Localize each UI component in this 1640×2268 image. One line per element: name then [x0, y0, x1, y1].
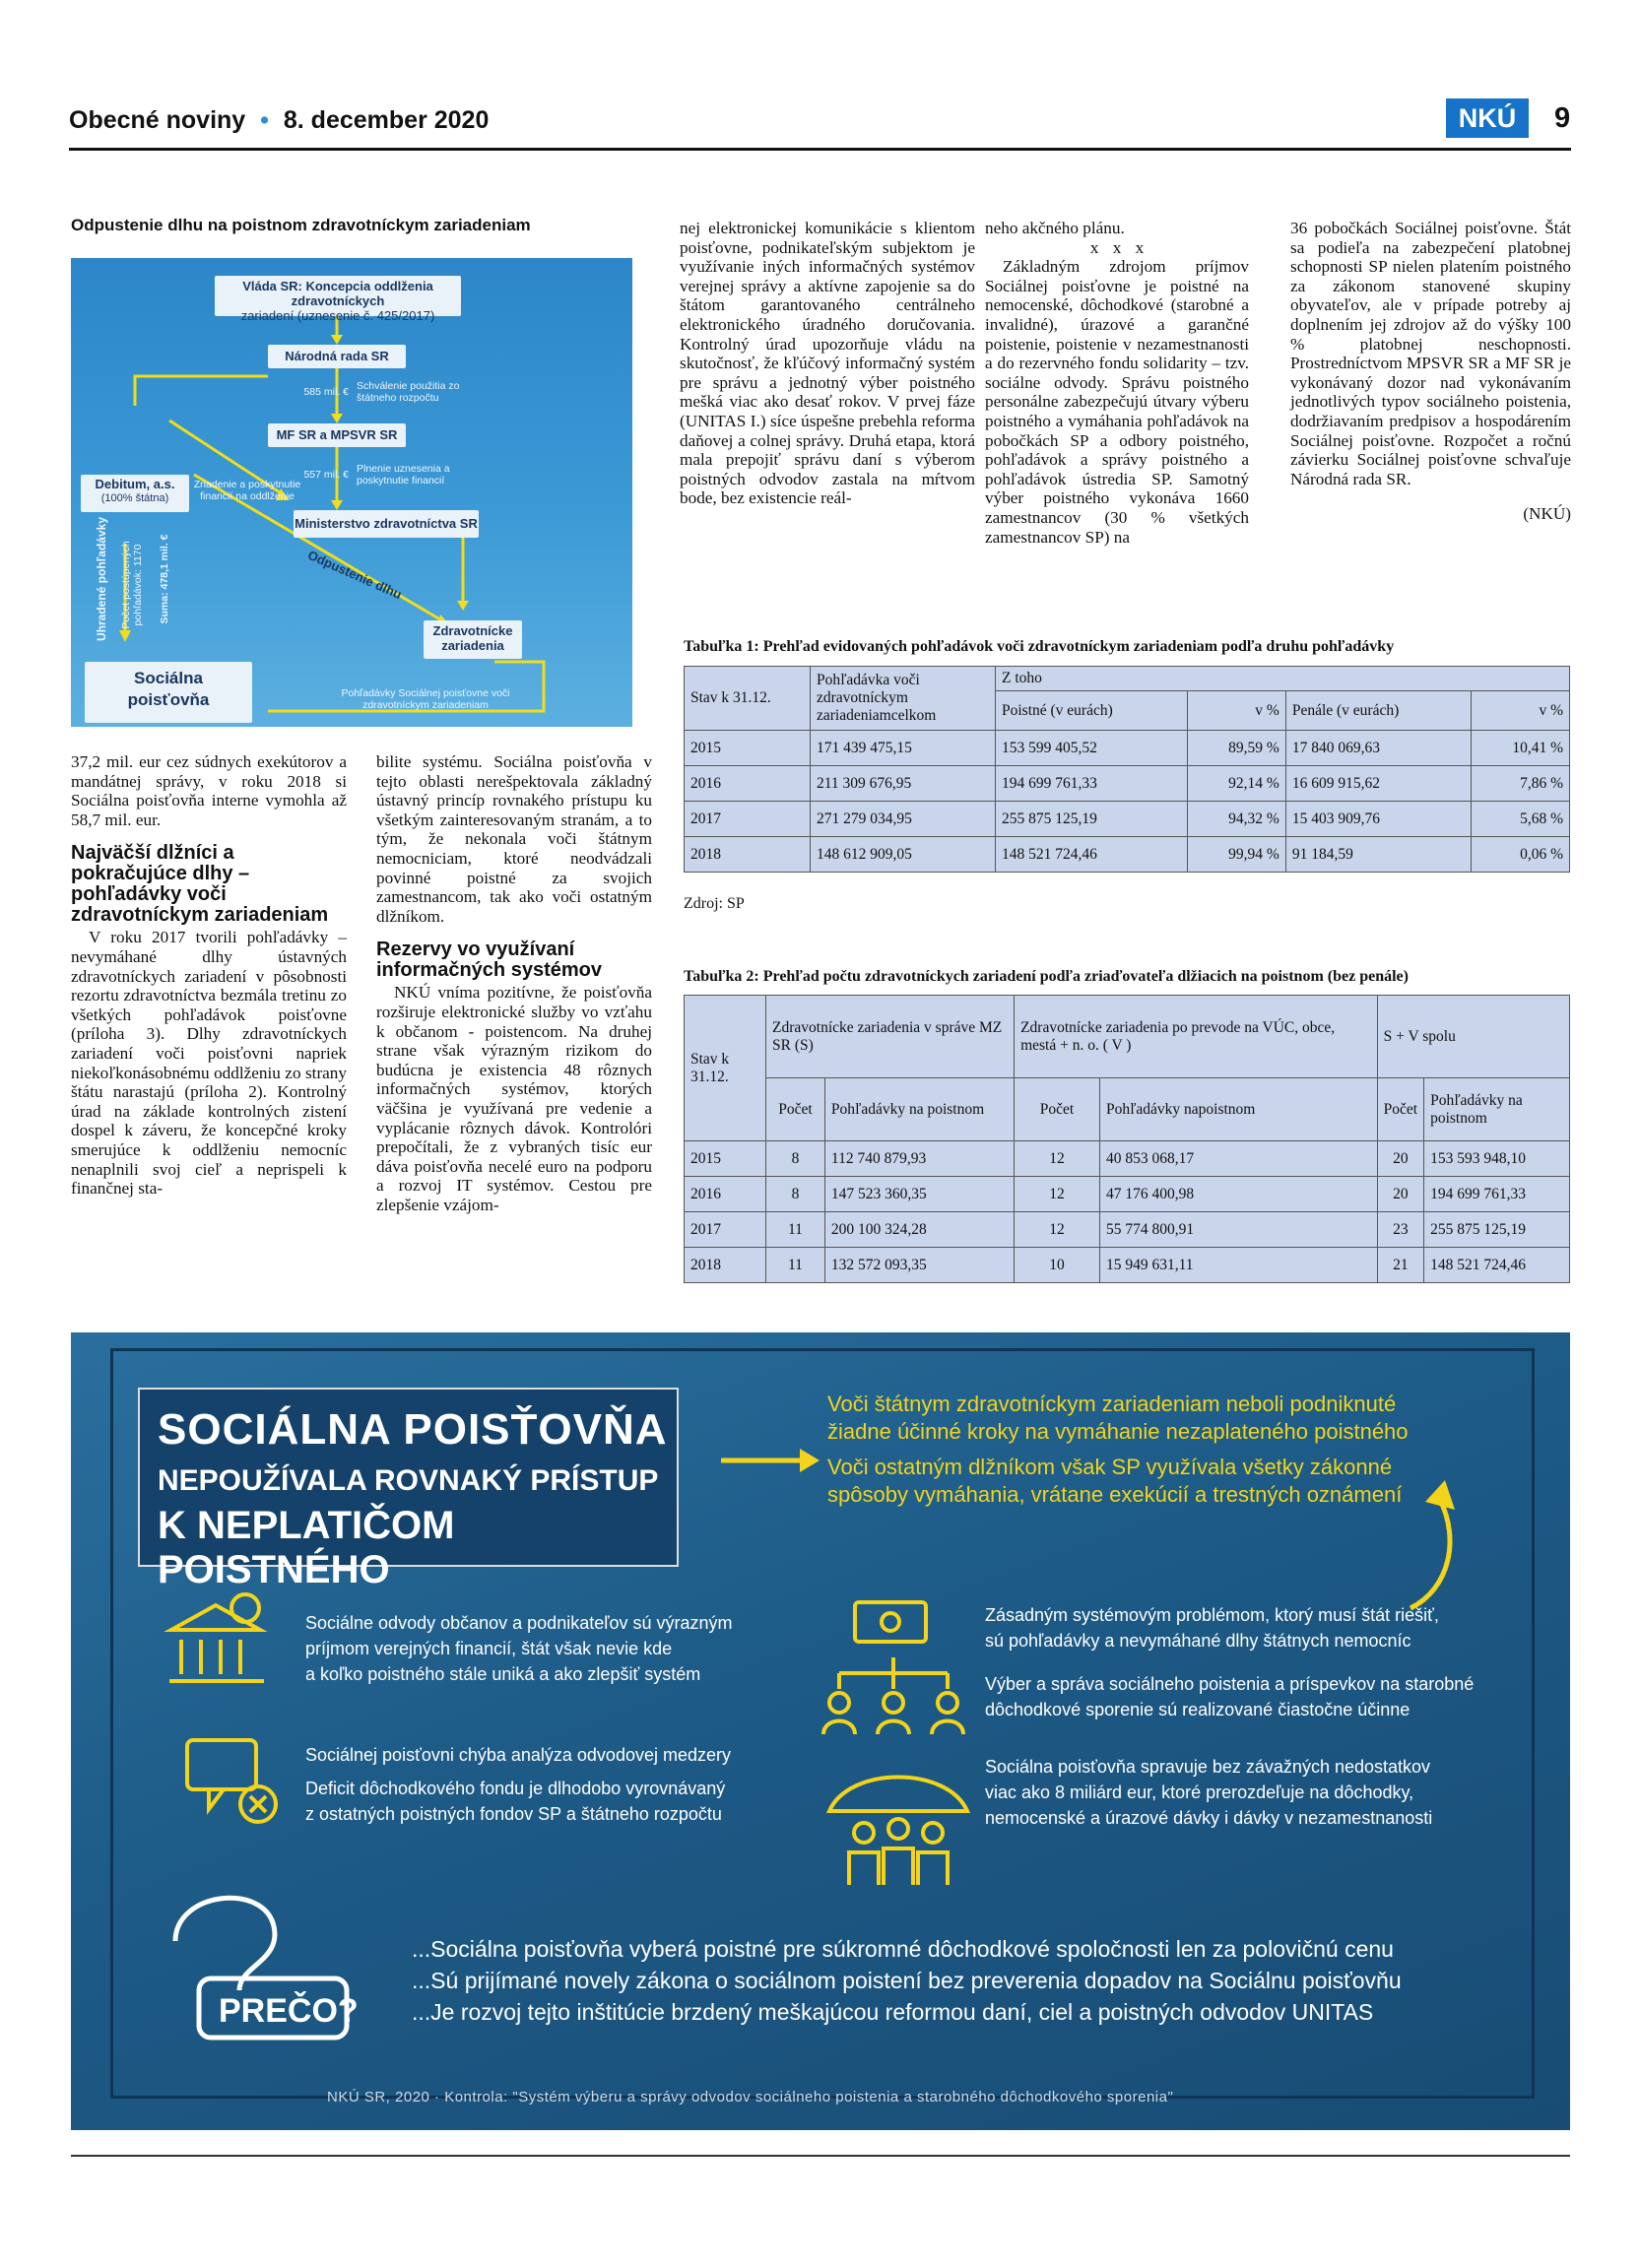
bottom-rule — [71, 2155, 1570, 2157]
table2-header-row — [685, 996, 1570, 1078]
table2-h-spolu: S + V spolu — [1377, 996, 1569, 1078]
box-vlada-line1: Vláda SR: Koncepcia oddlženia zdravotníckych — [242, 279, 433, 308]
box-vlada — [215, 276, 461, 323]
issue-date: 8. december 2020 — [283, 106, 490, 134]
col-c-p2: Základným zdrojom príjmov Sociálnej poisťovne je poistné na nemocenské, dôchodkové (starobné a invalidné), úrazové a garančné poistenie, poistenie v nezamestnanosti a do rezervného fondu solidarity – tzv. sociálne odvody. Správu poistného personálne zabezpečujú útvary výberu poistného a vymáhania pohľadávok na pobočkách SP a odbory poistného, pohľadávok a správy poistného a pohľadávok ústredia SP. Samotný výber poistného vykonáva 1660 zamestnancov (30 % všetkých zamestnancov SP) na — [985, 257, 1249, 547]
table1-caption: Tabuľka 1: Prehľad evidovaných pohľadávok voči zdravotníckym zariadeniam podľa druhu pohľadávky — [684, 638, 1395, 655]
label-zriadenie: Zriadenie a poskytnutie financií na oddlženie — [193, 479, 301, 502]
banner-question-3: ...Je rozvoj tejto inštitúcie brzdený meškajúcou reformou daní, ciel a poistných odvodov UNITAS — [412, 1999, 1374, 2025]
table2-cell: 153 593 948,10 — [1424, 1141, 1570, 1177]
table1-cell: 271 279 034,95 — [811, 802, 996, 837]
banner-right-1: Zásadným systémovým problémom, ktorý musí štát riešiť, — [985, 1605, 1439, 1625]
table2-cell: 200 100 324,28 — [824, 1212, 1014, 1248]
banner-right-3: Výber a správa sociálneho poistenia a príspevkov na starobné — [985, 1674, 1475, 1694]
column-left-lower — [71, 752, 347, 1199]
box-socialna — [85, 662, 252, 723]
table2-cell: 55 774 800,91 — [1099, 1212, 1377, 1248]
table1-cell: 94,32 % — [1187, 802, 1285, 837]
table-row — [685, 766, 1570, 802]
box-debitum — [81, 475, 189, 512]
table2-h-pocet-sv: Počet — [1377, 1078, 1423, 1141]
table2-h-pocet-v: Počet — [1015, 1078, 1100, 1141]
table1-cell: 0,06 % — [1471, 837, 1569, 873]
box-socialna-line2: poisťovňa — [127, 690, 210, 709]
table2-cell: 40 853 068,17 — [1099, 1141, 1377, 1177]
box-socialna-line1: Sociálna — [134, 669, 203, 687]
banner-left-4: Sociálnej poisťovni chýba analýza odvodovej medzery — [305, 1745, 731, 1765]
table2-cell: 20 — [1377, 1177, 1423, 1212]
people-network-icon — [820, 1653, 967, 1742]
table1-cell: 148 521 724,46 — [996, 837, 1188, 873]
table2-cell: 8 — [766, 1141, 825, 1177]
banner-question-2: ...Sú prijímané novely zákona o sociálnom poistení bez preverenia dopadov na Sociálnu poisťovňu — [412, 1968, 1402, 1993]
col-c-p1: neho akčného plánu. — [985, 219, 1125, 237]
table2-cell: 8 — [766, 1177, 825, 1212]
banner-left-1: Sociálne odvody občanov a podnikateľov sú výrazným — [305, 1613, 733, 1633]
nku-logo: NKÚ — [1446, 98, 1529, 138]
left-p2: V roku 2017 tvorili pohľadávky – nevymáhané dlhy ústavných zdravotníckych zariadení v pôsobnosti rezortu zdravotníctva bezmála tretinu zo všetkých pohľadávok poisťovne (príloha 3). Dlhy zdravotníckych zariadení voči poisťovni napriek niekoľkonásobnému oddlženiu zo strany štátu narastajú (príloha 2). Kontrolný úrad na základe kontrolných zistení dospel k záveru, že koncepčné kroky smerujúce k oddlženiu nemocníc nenaplnili svoj cieľ a neprispeli k finančnej sta- — [71, 928, 347, 1199]
table2 — [684, 995, 1570, 1283]
table1-cell: 7,86 % — [1471, 766, 1569, 802]
table2-subheader-row — [685, 1078, 1570, 1141]
banner-yellow-1: Voči štátnym zdravotníckym zariadeniam neboli podniknuté — [827, 1392, 1397, 1416]
table1-h-pct1: v % — [1187, 691, 1285, 731]
banner-preco: PREČO? — [219, 1992, 359, 2030]
thumbs-down-icon — [179, 1730, 288, 1839]
banner-title-3: K NEPLATIČOM POISTNÉHO — [158, 1504, 455, 1591]
banner-right-4: dôchodkové sporenie sú realizované čiastočne účinne — [985, 1700, 1410, 1719]
col-d-signature: (NKÚ) — [1523, 504, 1571, 524]
table2-cell: 147 523 360,35 — [824, 1177, 1014, 1212]
box-narodna-rada: Národná rada SR — [268, 345, 406, 368]
mid-heading: Rezervy vo využívaní informačných systémov — [376, 939, 602, 982]
table1-h-stav: Stav k 31.12. — [685, 667, 811, 731]
banner-right-2: sú pohľadávky a nevymáhané dlhy štátnych nemocníc — [985, 1631, 1411, 1651]
table2-h-pohl-v: Pohľadávky napoistnom — [1099, 1078, 1377, 1141]
banner-left-5: Deficit dôchodkového fondu je dlhodobo vyrovnávaný — [305, 1779, 726, 1798]
table1-cell: 99,94 % — [1187, 837, 1285, 873]
col-d-p1: 36 pobočkách Sociálnej poisťovne. Štát sa podieľa na zabezpečení platobnej schopnosti SP nielen platením poistného za zákonom stanovené skupiny obyvateľov, ale v prípade potreby aj doplnením jej zdrojov až do výšky 100 % platobnej neschopnosti. Prostredníctvom MPSVR SR a MF SR je vykonávaný dozor nad vykonávaním jednotlivých typov sociálneho poistenia, dodržiavaním predpisov a hospodárením Sociálnej poisťovne. Rozpočet a ročnú závierku Sociálnej poisťovne schvaľuje Národná rada SR. — [1290, 219, 1571, 488]
table-row — [685, 1141, 1570, 1177]
banner-title-1: SOCIÁLNA POISŤOVŇA — [158, 1405, 668, 1454]
label-plnenie: Plnenie uznesenia a poskytnutie financií — [357, 463, 450, 486]
table-row — [685, 1177, 1570, 1212]
table1-cell: 2018 — [685, 837, 811, 873]
table-row — [685, 837, 1570, 873]
box-zdravotnicke-line1: Zdravotnícke — [432, 623, 513, 638]
box-zdravotnicke — [424, 620, 522, 659]
table2-cell: 148 521 724,46 — [1424, 1248, 1570, 1283]
table2-cell: 112 740 879,93 — [824, 1141, 1014, 1177]
publication-name: Obecné noviny — [69, 106, 246, 134]
table1-cell: 2017 — [685, 802, 811, 837]
table-row — [685, 802, 1570, 837]
table2-cell: 10 — [1015, 1248, 1100, 1283]
box-ministerstvo: Ministerstvo zdravotníctva SR — [294, 510, 479, 538]
label-uhradene: Uhradené pohľadávky — [95, 517, 108, 641]
table1-source: Zdroj: SP — [684, 895, 745, 912]
table2-cell: 23 — [1377, 1212, 1423, 1248]
column-c-upper — [985, 219, 1249, 547]
table2-cell: 2016 — [685, 1177, 766, 1212]
table1-cell: 91 184,59 — [1285, 837, 1471, 873]
banner-right-7: nemocenské a úrazové dávky i dávky v nezamestnanosti — [985, 1808, 1433, 1828]
table1-cell: 2016 — [685, 766, 811, 802]
table1-cell: 255 875 125,19 — [996, 802, 1188, 837]
table2-cell: 11 — [766, 1212, 825, 1248]
table1-cell: 15 403 909,76 — [1285, 802, 1471, 837]
masthead — [69, 106, 489, 135]
amount-585: 585 mil. € — [303, 386, 349, 398]
label-schvalenie: Schválenie použitia zo štátneho rozpočtu — [357, 380, 460, 404]
table1-cell: 89,59 % — [1187, 731, 1285, 766]
table1-cell: 2015 — [685, 731, 811, 766]
banner-title-2: NEPOUŽÍVALA ROVNAKÝ PRÍSTUP — [158, 1464, 659, 1497]
table1-cell: 211 309 676,95 — [811, 766, 996, 802]
banner-footer: NKÚ SR, 2020 · Kontrola: "Systém výberu a správy odvodov sociálneho poistenia a starobného dôchodkového sporenia" — [327, 2089, 1174, 2106]
table1-cell: 153 599 405,52 — [996, 731, 1188, 766]
banner-yellow-4: spôsoby vymáhania, vrátane exekúcií a trestných oznámení — [827, 1482, 1403, 1507]
label-pocet: Počet postúpených pohľadávok: 1170 — [120, 541, 144, 629]
table2-cell: 255 875 125,19 — [1424, 1212, 1570, 1248]
table2-cell: 47 176 400,98 — [1099, 1177, 1377, 1212]
table1-h-poistne: Poistné (v eurách) — [996, 691, 1188, 731]
left-p1: 37,2 mil. eur cez súdnych exekútorov a mandátnej správy, v roku 2018 si Sociálna poisťovňa interne vymohla až 58,7 mil. eur. — [71, 752, 347, 829]
banner-left-6: z ostatných poistných fondov SP a štátneho rozpočtu — [305, 1804, 722, 1824]
column-mid-lower — [376, 752, 652, 1214]
table1-cell: 5,68 % — [1471, 802, 1569, 837]
table1-h-penale: Penále (v eurách) — [1285, 691, 1471, 731]
table2-h-vuc: Zdravotnícke zariadenia po prevode na VÚC, obce, mestá + n. o. ( V ) — [1015, 996, 1378, 1078]
infographic-banner — [71, 1332, 1570, 2130]
table2-h-pohl-sv: Pohľadávky na poistnom — [1424, 1078, 1570, 1141]
table-row — [685, 731, 1570, 766]
diagram-title: Odpustenie dlhu na poistnom zdravotníckym zariadeniam — [71, 216, 531, 234]
header-rule — [69, 148, 1571, 151]
bank-money-icon — [162, 1590, 280, 1699]
table2-h-pohl-s: Pohľadávky na poistnom — [824, 1078, 1014, 1141]
table2-cell: 15 949 631,11 — [1099, 1248, 1377, 1283]
table1-cell: 16 609 915,62 — [1285, 766, 1471, 802]
table1-cell: 17 840 069,63 — [1285, 731, 1471, 766]
table1-cell: 92,14 % — [1187, 766, 1285, 802]
table2-h-stav: Stav k 31.12. — [685, 996, 766, 1141]
banner-left-2: príjmom verejných financií, štát však nevie kde — [305, 1639, 673, 1658]
table2-cell: 132 572 093,35 — [824, 1248, 1014, 1283]
table1-header-row — [685, 667, 1570, 691]
table1-cell: 148 612 909,05 — [811, 837, 996, 873]
table-row — [685, 1248, 1570, 1283]
table2-cell: 2018 — [685, 1248, 766, 1283]
table2-h-pocet-s: Počet — [766, 1078, 825, 1141]
banner-left-3: a koľko poistného stále uniká a ako zlepšiť systém — [305, 1664, 701, 1684]
banner-right-5: Sociálna poisťovňa spravuje bez závažných nedostatkov — [985, 1757, 1431, 1777]
banner-right-6: viac ako 8 miliárd eur, ktoré prerozdeľuje na dôchodky, — [985, 1782, 1414, 1802]
table2-cell: 20 — [1377, 1141, 1423, 1177]
table-row — [685, 1212, 1570, 1248]
column-d-upper — [1290, 219, 1571, 524]
table2-cell: 2015 — [685, 1141, 766, 1177]
table2-cell: 2017 — [685, 1212, 766, 1248]
box-vlada-line2: zariadení (uznesenie č. 425/2017) — [240, 308, 435, 323]
table1-h-celkom: Pohľadávka voči zdravotníckym zariadeniamcelkom — [811, 667, 996, 731]
table1-cell: 194 699 761,33 — [996, 766, 1188, 802]
label-pohladavky: Pohľadávky Sociálnej poisťovne voči zdravotníckym zariadeniam — [341, 687, 510, 711]
table2-caption: Tabuľka 2: Prehľad počtu zdravotníckych zariadení podľa zriaďovateľa dlžiacich na poistnom (bez penále) — [684, 968, 1409, 985]
table1-cell: 10,41 % — [1471, 731, 1569, 766]
header-bullet: • — [260, 106, 269, 134]
column-b-upper — [680, 219, 975, 508]
table2-cell: 11 — [766, 1248, 825, 1283]
table1-cell: 171 439 475,15 — [811, 731, 996, 766]
amount-557: 557 mil. € — [303, 469, 349, 481]
cash-icon — [847, 1592, 936, 1652]
family-umbrella-icon — [820, 1762, 977, 1890]
page-number: 9 — [1554, 102, 1571, 134]
col-b-paragraph: nej elektronickej komunikácie s klientom poisťovne, podnikateľským subjektom je využívanie iných informačných systémov verejnej správy a aktívne zapojenie sa do štátom garantovaného centrálneho elektronického úradného doručovania. Kontrolný úrad upozorňuje vládu na skutočnosť, že kľúčový informačný systém pre správu a jednotný výber poistného mešká viac ako desať rokov. V prvej fáze (UNITAS I.) síce úspešne prebehla reforma daňovej a colnej správy. Druhá etapa, ktorá mala prepojiť správu daní s výberom poistných odvodov zastala na mŕtvom bode, bez existencie reál- — [680, 219, 975, 508]
left-heading: Najväčší dlžníci a pokračujúce dlhy – pohľadávky voči zdravotníckym zariadeniam — [71, 842, 329, 927]
banner-yellow-2: žiadne účinné kroky na vymáhanie nezaplateného poistného — [827, 1419, 1409, 1444]
table2-cell: 12 — [1015, 1177, 1100, 1212]
table2-cell: 12 — [1015, 1141, 1100, 1177]
banner-question-1: ...Sociálna poisťovňa vyberá poistné pre súkromné dôchodkové spoločnosti len za polovičnú cenu — [412, 1936, 1394, 1962]
table2-h-mz: Zdravotnícke zariadenia v správe MZ SR (S) — [766, 996, 1015, 1078]
label-odpustenie: Odpustenie dlhu — [305, 547, 405, 603]
label-suma: Suma: 478,1 mil. € — [159, 534, 170, 624]
box-mf: MF SR a MPSVR SR — [268, 423, 406, 447]
diagram — [71, 258, 632, 727]
mid-p2: NKÚ vníma pozitívne, že poisťovňa rozširuje elektronické služby vo vzťahu k občanom - poistencom. Na druhej strane však výrazným rizikom do budúcna je existencia 48 rôznych informačných systémov, ktorých väčšina je využívaná pre vedenie a vyplácanie rôznych dávok. Kontrolóri prepočítali, že z vybraných tisíc eur dáva poisťovňa necelé euro na podporu a rozvoj IT systémov. Cestou pre zlepšenie vzájom- — [376, 983, 652, 1214]
box-debitum-line1: Debitum, a.s. — [95, 477, 175, 491]
table1 — [684, 666, 1570, 873]
box-zdravotnicke-line2: zariadenia — [441, 638, 504, 653]
table2-cell: 194 699 761,33 — [1424, 1177, 1570, 1212]
table1-h-pct2: v % — [1471, 691, 1569, 731]
col-c-separator: x x x — [1089, 237, 1145, 257]
table1-h-ztoho: Z toho — [996, 667, 1570, 691]
table2-cell: 12 — [1015, 1212, 1100, 1248]
mid-p1: bilite systému. Sociálna poisťovňa v tejto oblasti nerešpektovala základný ústavný princíp rovnakého prístupu ku všetkým zainteresovaným stranám, a to tým, že nekonala voči štátnym nemocniciam, ktoré neodvádzali povinné poistné za svojich zamestnancom, tak ako voči ostatným dlžníkom. — [376, 752, 652, 926]
table2-cell: 21 — [1377, 1248, 1423, 1283]
banner-yellow-3: Voči ostatným dlžníkom však SP využívala všetky zákonné — [827, 1455, 1393, 1479]
box-debitum-line2: (100% štátna) — [100, 492, 169, 504]
